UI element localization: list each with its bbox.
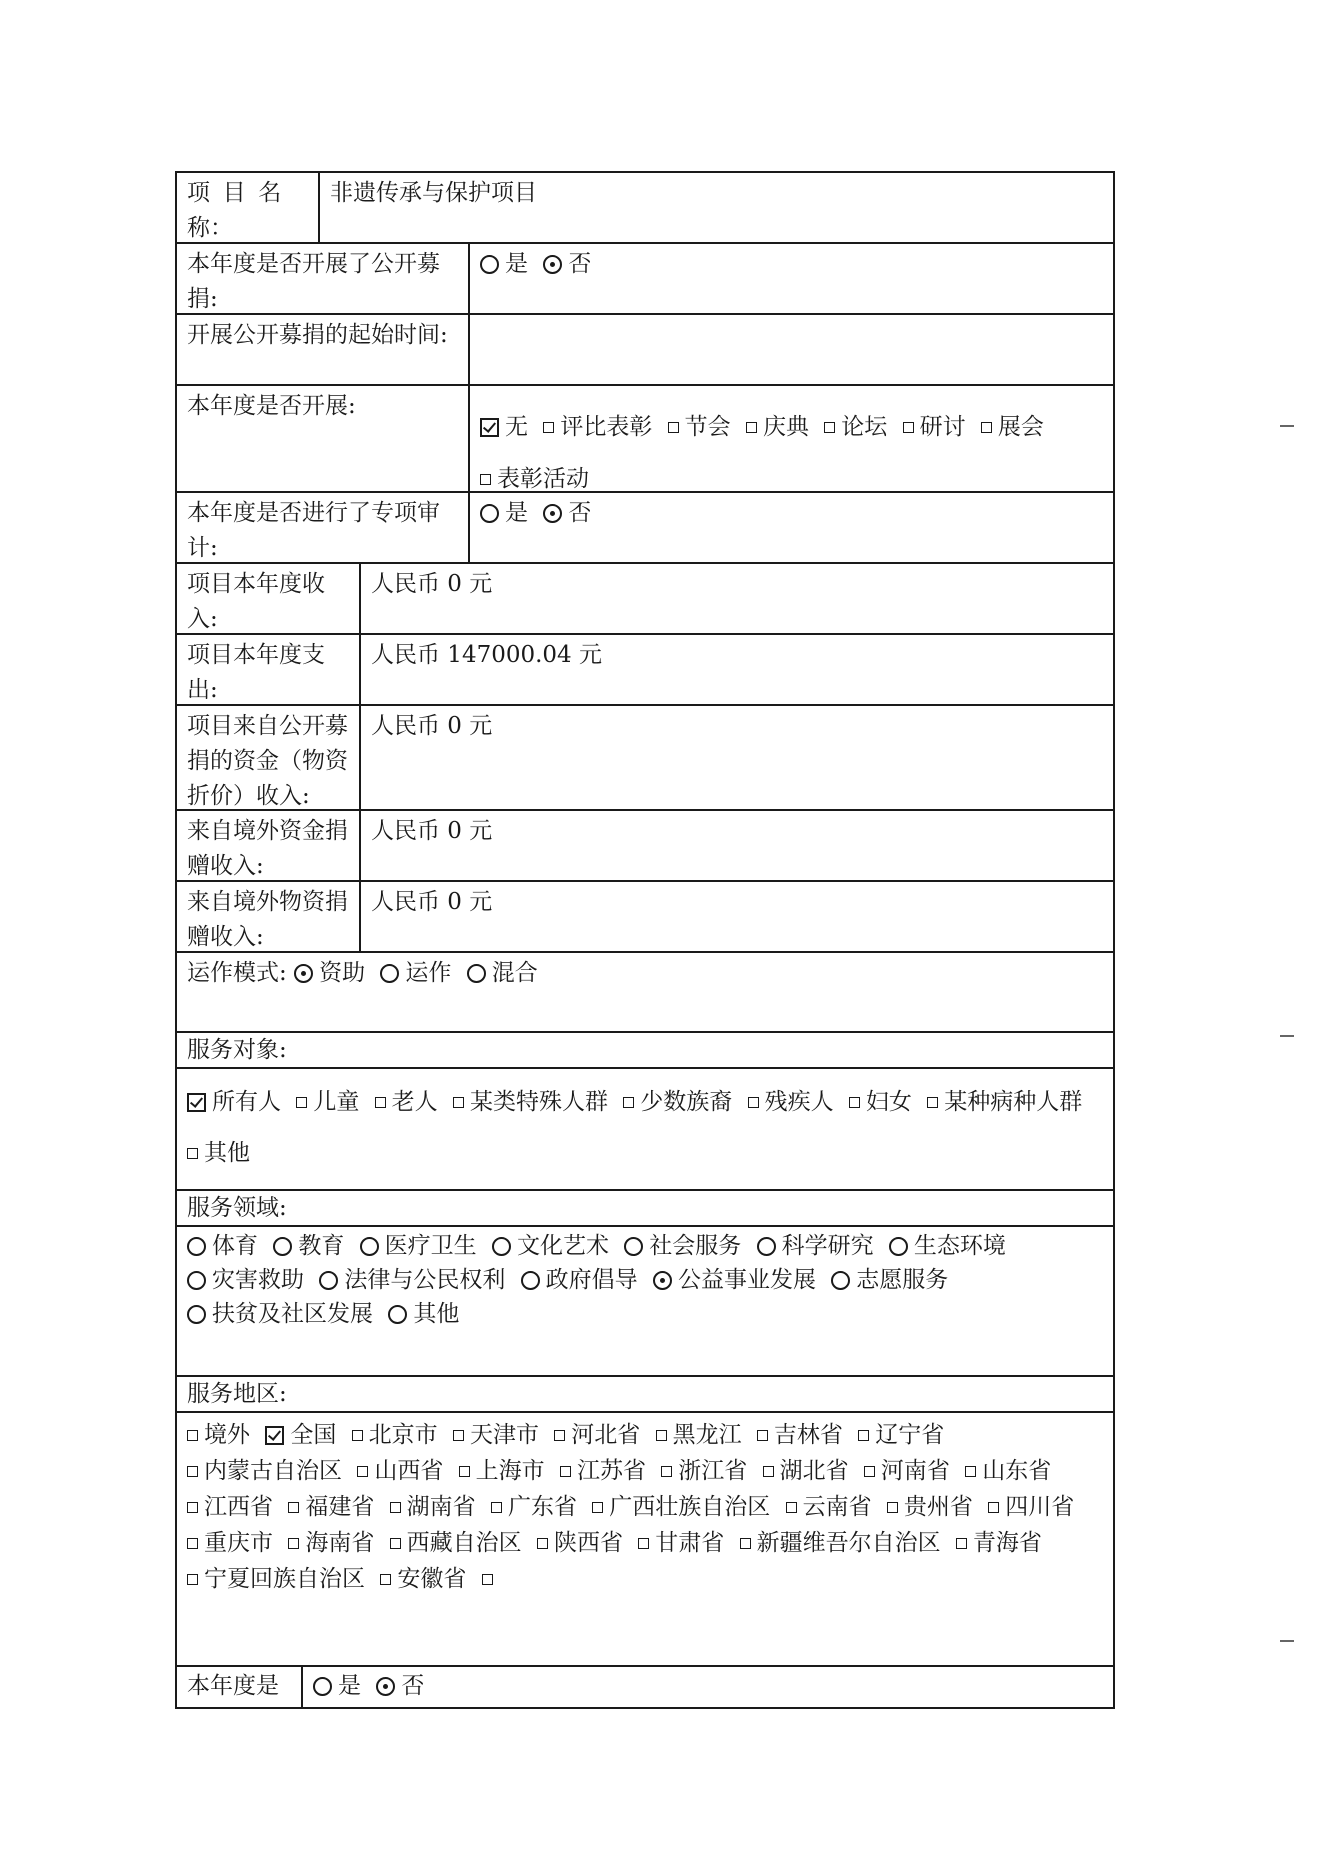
checkbox-icon bbox=[390, 1502, 401, 1513]
row-overseas-fund bbox=[175, 809, 1115, 882]
scan-mark bbox=[1280, 1640, 1294, 1642]
radio-circle-icon bbox=[273, 1237, 292, 1256]
service-target-option[interactable]: 某类特殊人群 bbox=[453, 1077, 608, 1128]
form-table bbox=[175, 171, 1115, 1718]
row-service-targets-header bbox=[175, 1031, 1115, 1069]
service-region-option[interactable]: 山东省 bbox=[965, 1453, 1051, 1489]
service-region-option[interactable]: 河北省 bbox=[554, 1417, 640, 1453]
checkbox-icon bbox=[357, 1466, 368, 1477]
checkbox-checked-icon bbox=[265, 1426, 284, 1445]
checkbox-icon bbox=[375, 1097, 386, 1108]
radio-circle-icon bbox=[889, 1237, 908, 1256]
activity-option[interactable]: 节会 bbox=[668, 401, 731, 453]
radio-circle-icon bbox=[319, 1271, 338, 1290]
service-field-option[interactable]: 其他 bbox=[388, 1297, 459, 1331]
service-region-option[interactable]: 云南省 bbox=[786, 1489, 872, 1525]
checkbox-icon bbox=[786, 1502, 797, 1513]
service-region-option[interactable]: 四川省 bbox=[988, 1489, 1074, 1525]
row-public-fund-income bbox=[175, 704, 1115, 811]
service-region-option[interactable]: 吉林省 bbox=[757, 1417, 843, 1453]
checkbox-icon bbox=[352, 1430, 363, 1441]
checkbox-icon bbox=[988, 1502, 999, 1513]
checkbox-icon bbox=[746, 422, 757, 433]
service-region-option[interactable]: 天津市 bbox=[453, 1417, 539, 1453]
project-name-label-top: 项目名 bbox=[187, 180, 294, 206]
checkbox-icon bbox=[623, 1097, 634, 1108]
checkbox-icon bbox=[638, 1538, 649, 1549]
service-target-option[interactable]: 其他 bbox=[187, 1128, 250, 1179]
service-region-option[interactable]: 河南省 bbox=[864, 1453, 950, 1489]
checkbox-icon bbox=[482, 1574, 493, 1585]
special-audit-radio-group[interactable] bbox=[468, 493, 1113, 562]
annual-expense-label: 项目本年度支出: bbox=[187, 642, 325, 703]
annual-expense-value: 人民币 147000.04 元 bbox=[359, 635, 1113, 704]
public-fund-income-value: 人民币 0 元 bbox=[359, 706, 1113, 809]
activity-option[interactable]: 庆典 bbox=[746, 401, 809, 453]
radio-circle-icon bbox=[480, 504, 499, 523]
radio-circle-icon bbox=[187, 1237, 206, 1256]
checkbox-icon bbox=[661, 1466, 672, 1477]
operation-mode-cell bbox=[177, 953, 1113, 1031]
service-target-option[interactable]: 妇女 bbox=[849, 1077, 912, 1128]
checkbox-icon bbox=[453, 1430, 464, 1441]
service-region-option[interactable]: 江西省 bbox=[187, 1489, 273, 1525]
radio-selected-icon bbox=[543, 255, 562, 274]
public-fund-income-label: 项目来自公开募捐的资金（物资折价）收入: bbox=[187, 713, 348, 809]
checkbox-icon bbox=[543, 422, 554, 433]
service-region-option[interactable]: 山西省 bbox=[357, 1453, 443, 1489]
checkbox-icon bbox=[187, 1574, 198, 1585]
row-annual-expense bbox=[175, 633, 1115, 706]
service-region-option[interactable]: 湖北省 bbox=[763, 1453, 849, 1489]
service-region-option[interactable]: 黑龙江 bbox=[656, 1417, 742, 1453]
checkbox-icon bbox=[668, 422, 679, 433]
checkbox-icon bbox=[380, 1574, 391, 1585]
project-name-label-bottom: 称： bbox=[187, 215, 233, 241]
row-operation-mode bbox=[175, 951, 1115, 1033]
overseas-fund-label: 来自境外资金捐赠收入: bbox=[187, 818, 348, 879]
row-activities bbox=[175, 384, 1115, 493]
service-field-option[interactable]: 科学研究 bbox=[757, 1229, 874, 1263]
checkbox-icon bbox=[740, 1538, 751, 1549]
fundraising-start-value[interactable] bbox=[468, 315, 1113, 384]
special-audit-label: 本年度是否进行了专项审计: bbox=[187, 500, 440, 561]
checkbox-icon bbox=[187, 1538, 198, 1549]
radio-selected-icon bbox=[543, 504, 562, 523]
activity-option[interactable]: 研讨 bbox=[903, 401, 966, 453]
checkbox-icon bbox=[187, 1502, 198, 1513]
checkbox-icon bbox=[537, 1538, 548, 1549]
service-region-option[interactable]: 湖南省 bbox=[390, 1489, 476, 1525]
checkbox-icon bbox=[296, 1097, 307, 1108]
radio-circle-icon bbox=[831, 1271, 850, 1290]
row-service-targets bbox=[175, 1067, 1115, 1191]
service-field-option[interactable]: 教育 bbox=[273, 1229, 344, 1263]
scan-mark bbox=[1280, 1035, 1294, 1037]
operation-mode-option[interactable]: 混合 bbox=[467, 956, 538, 991]
checkbox-icon bbox=[748, 1097, 759, 1108]
radio-circle-icon bbox=[388, 1305, 407, 1324]
activities-label: 本年度是否开展: bbox=[187, 393, 356, 419]
service-field-option[interactable]: 法律与公民权利 bbox=[319, 1263, 505, 1297]
row-public-fundraising bbox=[175, 242, 1115, 315]
operation-mode-option[interactable]: 资助 bbox=[294, 956, 365, 991]
service-region-option[interactable]: 新疆维吾尔自治区 bbox=[740, 1525, 941, 1561]
service-region-option[interactable]: 境外 bbox=[187, 1417, 250, 1453]
annual-income-label: 项目本年度收入: bbox=[187, 571, 325, 632]
public-fundraising-label: 本年度是否开展了公开募捐: bbox=[187, 251, 440, 312]
checkbox-icon bbox=[927, 1097, 938, 1108]
service-fields-label: 服务领域: bbox=[187, 1195, 287, 1221]
activity-option[interactable]: 展会 bbox=[981, 401, 1044, 453]
overseas-goods-value: 人民币 0 元 bbox=[359, 882, 1113, 951]
checkbox-icon bbox=[560, 1466, 571, 1477]
row-service-fields-header bbox=[175, 1189, 1115, 1227]
radio-circle-icon bbox=[480, 255, 499, 274]
radio-circle-icon bbox=[467, 964, 486, 983]
radio-circle-icon bbox=[757, 1237, 776, 1256]
service-region-option[interactable]: 海南省 bbox=[288, 1525, 374, 1561]
checkbox-icon bbox=[491, 1502, 502, 1513]
service-region-option[interactable]: 内蒙古自治区 bbox=[187, 1453, 342, 1489]
row-service-regions bbox=[175, 1411, 1115, 1667]
checkbox-icon bbox=[554, 1430, 565, 1441]
service-region-option[interactable]: 辽宁省 bbox=[858, 1417, 944, 1453]
service-field-option[interactable]: 公益事业发展 bbox=[653, 1263, 816, 1297]
service-regions-label: 服务地区: bbox=[187, 1381, 287, 1407]
row-service-regions-header bbox=[175, 1375, 1115, 1413]
service-region-option[interactable]: 贵州省 bbox=[887, 1489, 973, 1525]
checkbox-icon bbox=[288, 1538, 299, 1549]
service-field-option[interactable]: 医疗卫生 bbox=[360, 1229, 477, 1263]
overseas-fund-value: 人民币 0 元 bbox=[359, 811, 1113, 880]
last-row-radio-group[interactable] bbox=[301, 1667, 1113, 1707]
checkbox-icon bbox=[656, 1430, 667, 1441]
service-target-option[interactable]: 某种病种人群 bbox=[927, 1077, 1082, 1128]
service-region-option[interactable]: 宁夏回族自治区 bbox=[187, 1561, 365, 1597]
checkbox-checked-icon bbox=[187, 1093, 206, 1112]
service-region-option[interactable]: 西藏自治区 bbox=[390, 1525, 522, 1561]
service-region-option[interactable]: 陕西省 bbox=[537, 1525, 623, 1561]
checkbox-icon bbox=[453, 1097, 464, 1108]
service-region-option[interactable]: 广东省 bbox=[491, 1489, 577, 1525]
service-region-option[interactable]: 全国 bbox=[265, 1417, 336, 1453]
checkbox-icon bbox=[965, 1466, 976, 1477]
service-field-option[interactable]: 生态环境 bbox=[889, 1229, 1006, 1263]
activity-option[interactable]: 无 bbox=[480, 401, 528, 453]
service-field-option[interactable]: 扶贫及社区发展 bbox=[187, 1297, 373, 1331]
checkbox-icon bbox=[763, 1466, 774, 1477]
service-targets-label: 服务对象: bbox=[187, 1037, 287, 1063]
checkbox-icon bbox=[849, 1097, 860, 1108]
radio-circle-icon bbox=[187, 1305, 206, 1324]
checkbox-icon bbox=[757, 1430, 768, 1441]
checkbox-icon bbox=[187, 1466, 198, 1477]
service-fields-options bbox=[177, 1227, 1113, 1375]
radio-circle-icon bbox=[313, 1677, 332, 1696]
activity-option[interactable]: 评比表彰 bbox=[543, 401, 652, 453]
service-field-option[interactable]: 政府倡导 bbox=[521, 1263, 638, 1297]
checkbox-icon bbox=[187, 1148, 198, 1159]
checkbox-icon bbox=[903, 422, 914, 433]
project-name-value: 非遗传承与保护项目 bbox=[318, 173, 1113, 242]
service-region-option[interactable] bbox=[482, 1561, 499, 1597]
service-field-option[interactable]: 体育 bbox=[187, 1229, 258, 1263]
service-region-option[interactable]: 青海省 bbox=[956, 1525, 1042, 1561]
service-region-option[interactable]: 上海市 bbox=[459, 1453, 545, 1489]
service-region-option[interactable]: 北京市 bbox=[352, 1417, 438, 1453]
service-target-option[interactable]: 儿童 bbox=[296, 1077, 359, 1128]
service-target-option[interactable]: 残疾人 bbox=[748, 1077, 834, 1128]
operation-mode-option[interactable]: 运作 bbox=[380, 956, 451, 991]
checkbox-icon bbox=[864, 1466, 875, 1477]
checkbox-icon bbox=[592, 1502, 603, 1513]
scan-mark bbox=[1280, 425, 1294, 427]
row-last bbox=[175, 1665, 1115, 1709]
special-audit-yes[interactable]: 是 bbox=[480, 496, 528, 531]
radio-circle-icon bbox=[360, 1237, 379, 1256]
service-field-option[interactable]: 文化艺术 bbox=[492, 1229, 609, 1263]
service-field-option[interactable]: 社会服务 bbox=[624, 1229, 741, 1263]
service-region-option[interactable]: 安徽省 bbox=[380, 1561, 466, 1597]
checkbox-icon bbox=[981, 422, 992, 433]
checkbox-icon bbox=[956, 1538, 967, 1549]
last-row-no[interactable]: 否 bbox=[376, 1669, 424, 1704]
checkbox-icon bbox=[480, 474, 491, 485]
service-region-option[interactable]: 浙江省 bbox=[661, 1453, 747, 1489]
radio-circle-icon bbox=[521, 1271, 540, 1290]
row-annual-income bbox=[175, 562, 1115, 635]
operation-mode-label: 运作模式: bbox=[187, 960, 287, 986]
row-special-audit bbox=[175, 491, 1115, 564]
service-region-option[interactable]: 江苏省 bbox=[560, 1453, 646, 1489]
checkbox-icon bbox=[824, 422, 835, 433]
checkbox-icon bbox=[858, 1430, 869, 1441]
checkbox-icon bbox=[390, 1538, 401, 1549]
row-service-fields bbox=[175, 1225, 1115, 1377]
public-fundraising-radio-group[interactable] bbox=[468, 244, 1113, 313]
row-project-name bbox=[175, 171, 1115, 244]
activity-option[interactable]: 表彰活动 bbox=[480, 453, 589, 491]
overseas-goods-label: 来自境外物资捐赠收入: bbox=[187, 889, 348, 950]
checkbox-icon bbox=[187, 1430, 198, 1441]
radio-circle-icon bbox=[492, 1237, 511, 1256]
radio-selected-icon bbox=[653, 1271, 672, 1290]
row-fundraising-start bbox=[175, 313, 1115, 386]
service-region-option[interactable]: 广西壮族自治区 bbox=[592, 1489, 770, 1525]
service-region-option[interactable]: 甘肃省 bbox=[638, 1525, 724, 1561]
checkbox-icon bbox=[887, 1502, 898, 1513]
service-regions-options bbox=[177, 1413, 1113, 1665]
service-region-option[interactable]: 重庆市 bbox=[187, 1525, 273, 1561]
service-field-option[interactable]: 灾害救助 bbox=[187, 1263, 304, 1297]
last-row-yes[interactable]: 是 bbox=[313, 1669, 361, 1704]
special-audit-no[interactable]: 否 bbox=[543, 496, 591, 531]
project-name-label bbox=[177, 173, 320, 242]
public-fundraising-no[interactable]: 否 bbox=[543, 247, 591, 282]
service-region-option[interactable]: 福建省 bbox=[288, 1489, 374, 1525]
service-targets-options bbox=[177, 1069, 1113, 1189]
service-field-option[interactable]: 志愿服务 bbox=[831, 1263, 948, 1297]
fundraising-start-label: 开展公开募捐的起始时间: bbox=[187, 322, 448, 348]
radio-circle-icon bbox=[380, 964, 399, 983]
radio-circle-icon bbox=[187, 1271, 206, 1290]
activity-option[interactable]: 论坛 bbox=[824, 401, 887, 453]
activities-options bbox=[468, 386, 1113, 491]
radio-selected-icon bbox=[376, 1677, 395, 1696]
service-target-option[interactable]: 老人 bbox=[375, 1077, 438, 1128]
checkbox-icon bbox=[459, 1466, 470, 1477]
annual-income-value: 人民币 0 元 bbox=[359, 564, 1113, 633]
checkbox-checked-icon bbox=[480, 418, 499, 437]
radio-selected-icon bbox=[294, 964, 313, 983]
checkbox-icon bbox=[288, 1502, 299, 1513]
row-overseas-goods bbox=[175, 880, 1115, 953]
service-target-option[interactable]: 少数族裔 bbox=[623, 1077, 732, 1128]
radio-circle-icon bbox=[624, 1237, 643, 1256]
last-row-label: 本年度是 bbox=[187, 1673, 279, 1699]
service-target-option[interactable]: 所有人 bbox=[187, 1077, 281, 1128]
public-fundraising-yes[interactable]: 是 bbox=[480, 247, 528, 282]
